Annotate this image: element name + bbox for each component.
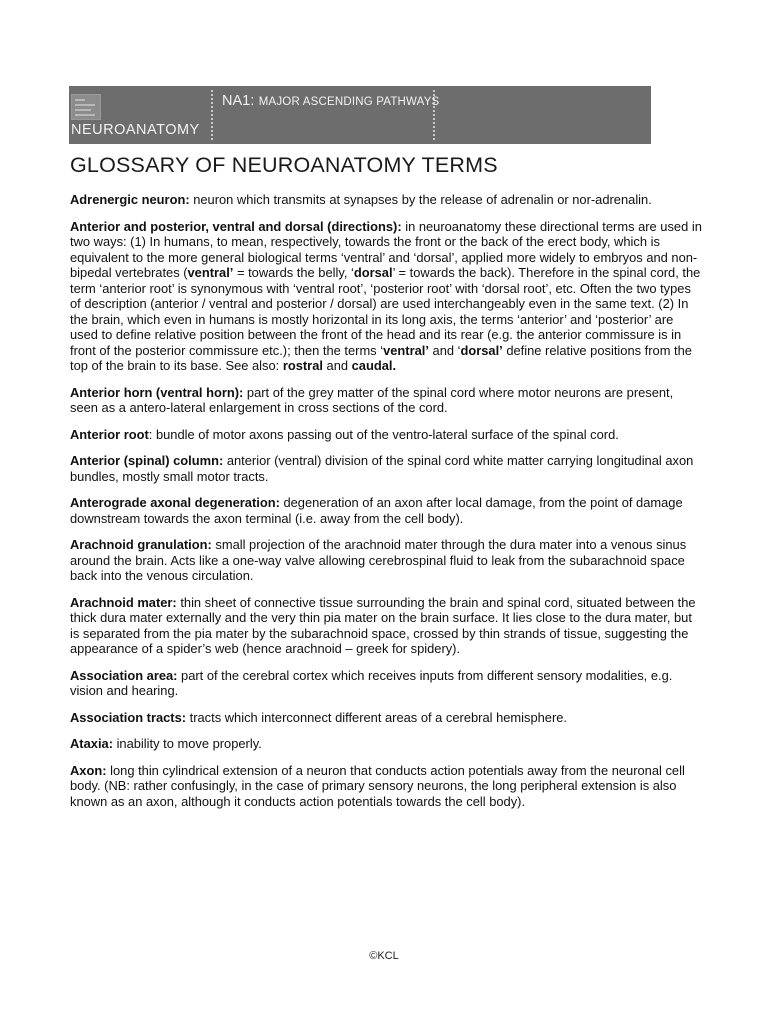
header-divider-left bbox=[211, 90, 213, 140]
definition-text: : bundle of motor axons passing out of the ventro-lateral surface of the spinal cord. bbox=[148, 426, 619, 442]
glossary-entry bbox=[70, 595, 702, 657]
glossary-term: Adrenergic neuron: bbox=[70, 192, 190, 207]
definition-emphasis: ventral’ bbox=[187, 265, 234, 280]
glossary-term: Anterior root bbox=[70, 426, 149, 442]
module-heading bbox=[222, 92, 439, 110]
glossary-term: Association area: bbox=[70, 667, 178, 683]
glossary-entry bbox=[70, 736, 702, 752]
glossary-entry bbox=[70, 537, 702, 584]
definition-emphasis: dorsal bbox=[353, 265, 393, 280]
module-code: NA1: bbox=[222, 93, 255, 109]
glossary-term: Ataxia: bbox=[70, 736, 113, 751]
definition-text: neuron which transmits at synapses by the release of adrenalin or nor-adrenalin. bbox=[189, 192, 652, 207]
glossary-entry bbox=[70, 219, 702, 374]
glossary-entry bbox=[70, 427, 702, 443]
definition-text: in neuroanatomy these directional terms are used in two ways: (1) In humans, to mean, respectively, towards the front or the back of the erect body, which is equivalent to the more general biological terms ‘ventral’ and ‘dorsal’, applied more widely to embryos and non-bipedal vertebrates ( bbox=[70, 218, 702, 280]
definition-text: and ‘ bbox=[428, 342, 461, 358]
glossary-entry bbox=[70, 385, 702, 416]
definition-emphasis: dorsal’ bbox=[460, 342, 503, 358]
page-title: GLOSSARY OF NEUROANATOMY TERMS bbox=[70, 153, 498, 177]
glossary-term: Anterior and posterior, ventral and dorsal (directions): bbox=[70, 218, 402, 234]
definition-text: part of the cerebral cortex which receives inputs from different sensory modalities, e.g. vision and hearing. bbox=[70, 667, 673, 698]
glossary-entry bbox=[70, 453, 702, 484]
definition-text: tracts which interconnect different areas of a cerebral hemisphere. bbox=[186, 709, 568, 725]
glossary-entry bbox=[70, 192, 702, 208]
definition-text: inability to move properly. bbox=[112, 736, 262, 751]
definition-emphasis: caudal. bbox=[351, 358, 397, 373]
subject-label: NEUROANATOMY bbox=[71, 122, 200, 138]
header-banner bbox=[69, 86, 651, 144]
glossary-term: Anterior horn (ventral horn): bbox=[70, 384, 244, 400]
definition-text: degeneration of an axon after local damage, from the point of damage downstream towards the axon terminal (i.e. away from the cell body). bbox=[70, 495, 683, 526]
definition-text: ’ = towards the back). Therefore in the spinal cord, the term ‘anterior root’ is synonymous with ‘ventral root’, ‘posterior root’ with ‘dorsal root’, etc. Often the two types of description (anterior / ventral and posterior / dorsal) are used interchangeably even in the same text. (2) In the brain, which even in humans is mostly horizontal in its long axis, the terms ‘anterior’ and ‘posterior’ are used to define relative position between the front of the head and its rear (e.g. the anterior commissure is in front of the posterior commissure etc.); then the terms ‘ bbox=[70, 265, 701, 358]
module-title: MAJOR ASCENDING PATHWAYS bbox=[258, 96, 440, 108]
glossary-list bbox=[70, 192, 702, 820]
definition-text: = towards the belly, ‘ bbox=[233, 265, 354, 280]
glossary-term: Anterograde axonal degeneration: bbox=[70, 495, 280, 510]
glossary-entry bbox=[70, 668, 702, 699]
glossary-entry bbox=[70, 495, 702, 526]
definition-text: part of the grey matter of the spinal cord where motor neurons are present, seen as a antero-lateral enlargement in cross sections of the cord. bbox=[70, 384, 674, 415]
definition-text: thin sheet of connective tissue surrounding the brain and spinal cord, situated between the thick dura mater externally and the very thin pia mater on the brain surface. It lies close to the dura mater, but is separated from the pia mater by the subarachnoid space, crossed by thin strands of tissue, suggesting the appearance of a spider’s web (hence arachnoid – greek for spidery). bbox=[70, 594, 696, 656]
glossary-term: Axon: bbox=[70, 762, 107, 778]
glossary-entry bbox=[70, 710, 702, 726]
copyright-footer: ©KCL bbox=[369, 950, 399, 962]
glossary-term: Association tracts: bbox=[70, 709, 187, 725]
definition-text: long thin cylindrical extension of a neuron that conducts action potentials away from the neuronal cell body. (NB: rather confusingly, in the case of primary sensory neurons, the long peripheral extension is also known as an axon, although it conducts action potentials towards the cell body). bbox=[70, 762, 685, 809]
definition-text: and bbox=[322, 358, 352, 373]
definition-text: anterior (ventral) division of the spinal cord white matter carrying longitudinal axon bundles, mostly small motor tracts. bbox=[70, 453, 694, 484]
definition-text: small projection of the arachnoid mater through the dura mater into a venous sinus around the brain. Acts like a one-way valve allowing cerebrospinal fluid to leak from the subarachnoid space back into the venous circulation. bbox=[70, 537, 687, 583]
kcl-logo bbox=[71, 94, 101, 120]
glossary-entry bbox=[70, 763, 702, 810]
glossary-term: Anterior (spinal) column: bbox=[70, 453, 224, 468]
definition-emphasis: ventral’ bbox=[383, 342, 429, 358]
glossary-term: Arachnoid granulation: bbox=[70, 537, 212, 552]
definition-emphasis: rostral bbox=[282, 358, 323, 373]
glossary-term: Arachnoid mater: bbox=[70, 594, 177, 610]
definition-text: define relative positions from the top of the brain to its base. See also: bbox=[70, 342, 692, 373]
